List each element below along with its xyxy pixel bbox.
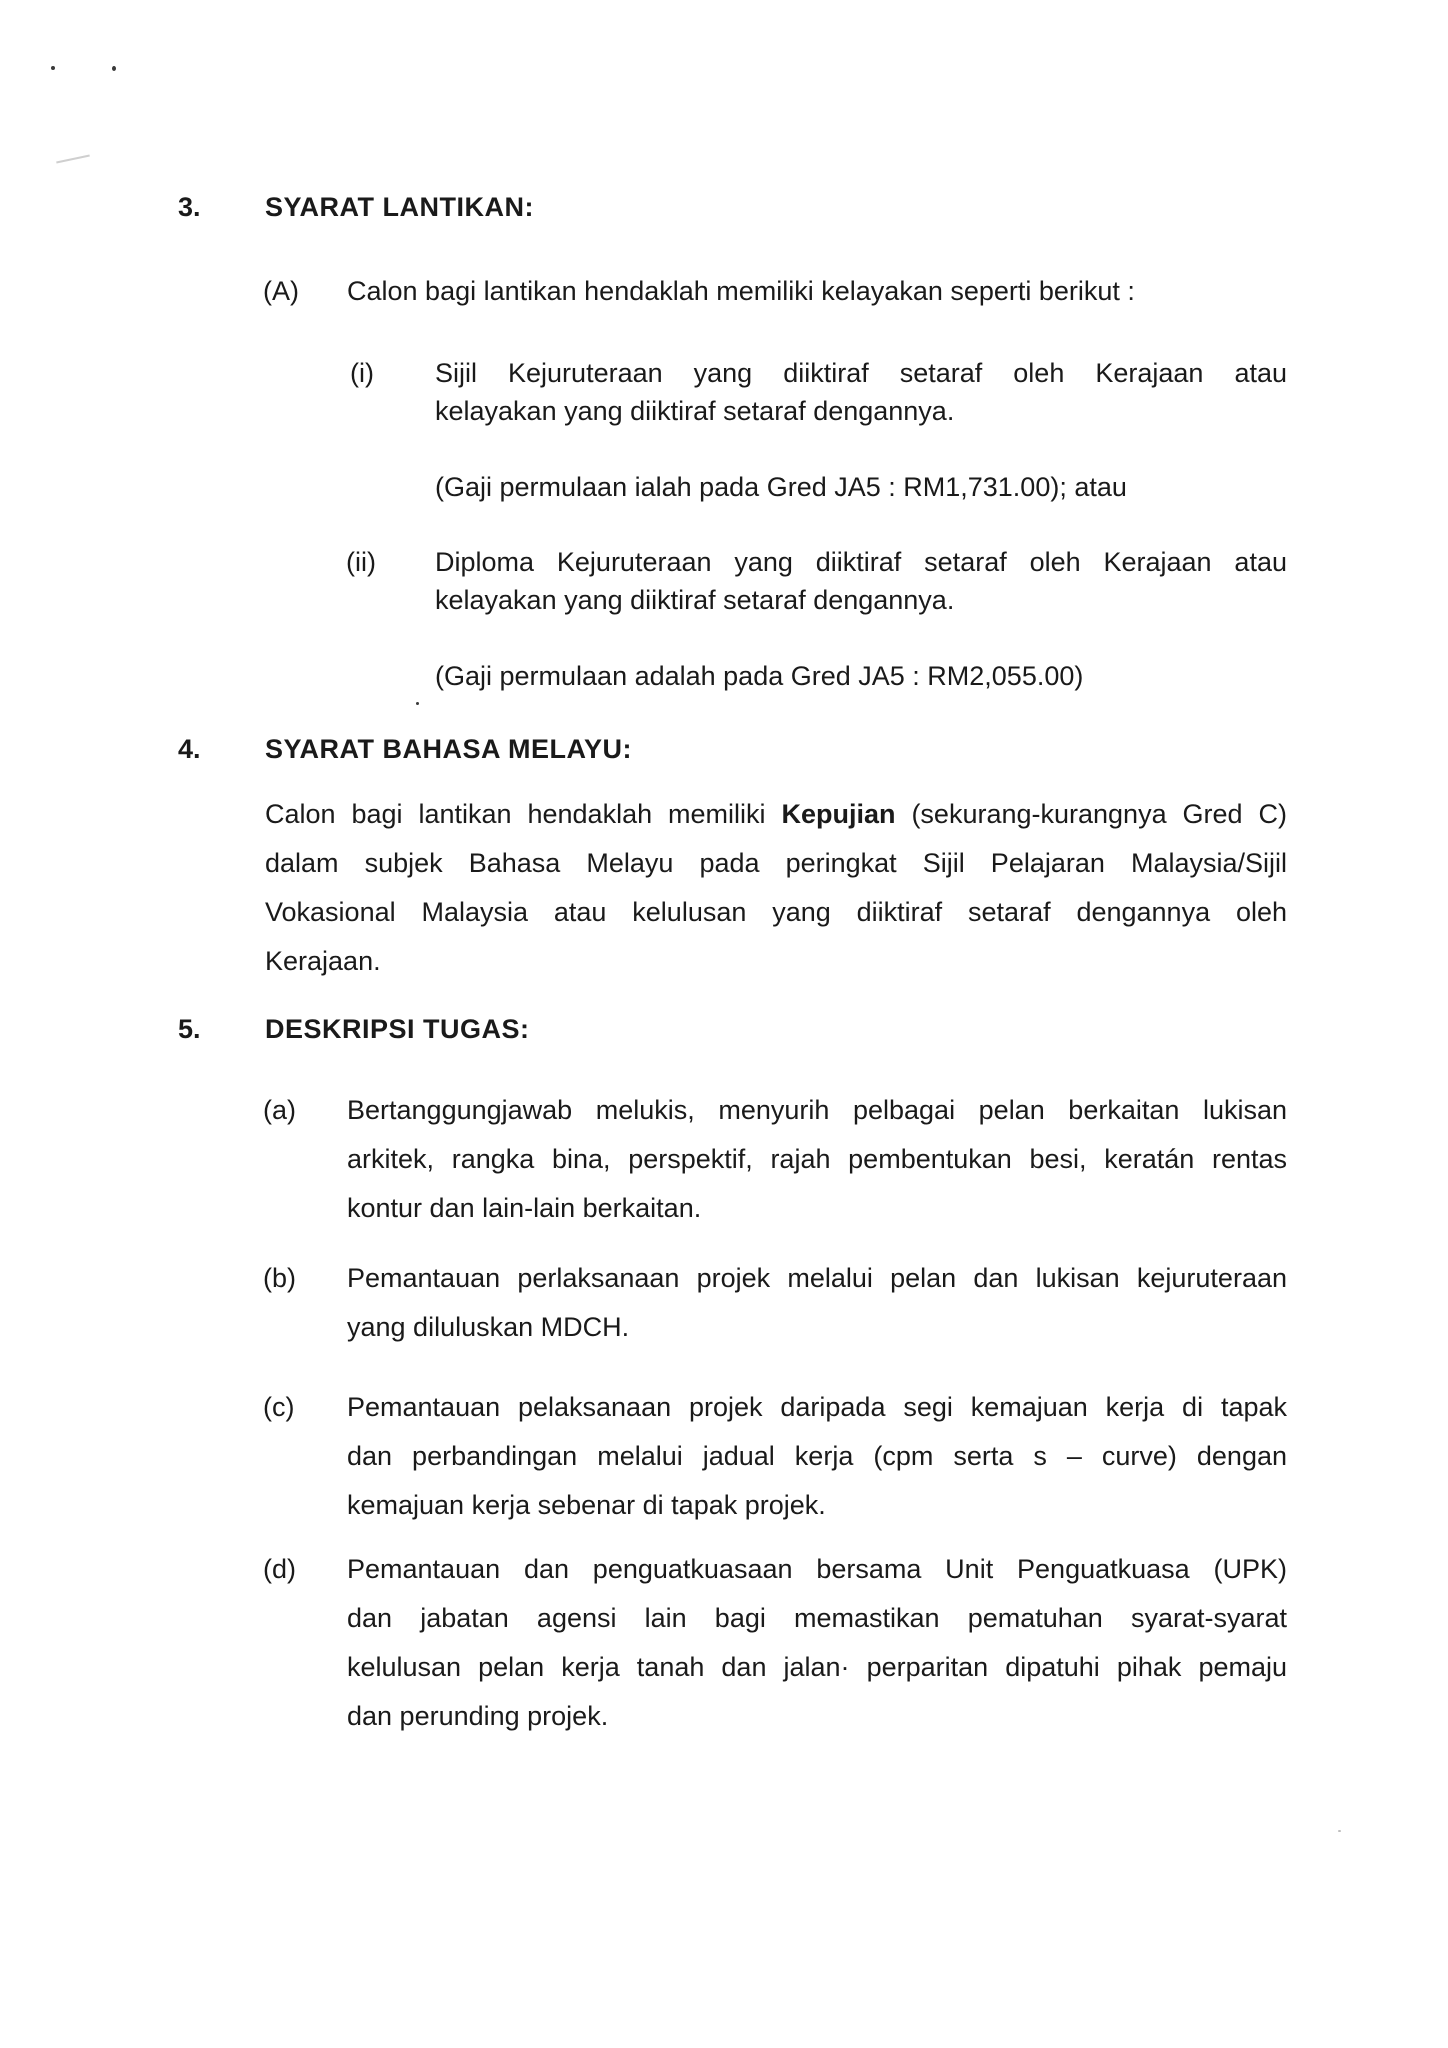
scan-speck: [51, 66, 55, 70]
duty-d-line: dan jabatan agensi lain bagi memastikan pematuhan syarat-syarat: [347, 1603, 1287, 1633]
scan-speck: [112, 66, 116, 71]
section-3-number: 3.: [178, 192, 201, 222]
section-3-title: SYARAT LANTIKAN:: [265, 192, 534, 222]
section-4-para-line3: Vokasional Malaysia atau kelulusan yang diiktiraf setaraf dengannya oleh: [265, 897, 1287, 927]
item-i-label: (i): [350, 358, 374, 388]
duty-c-label: (c): [263, 1392, 295, 1422]
duty-d-label: (d): [263, 1554, 296, 1584]
duty-d-text: [347, 1545, 1287, 1741]
duty-b-line: yang diluluskan MDCH.: [347, 1312, 630, 1342]
section-4-para-line4: Kerajaan.: [265, 946, 381, 976]
para-line1-start: Calon bagi lantikan hendaklah memiliki: [265, 799, 782, 829]
section-5-number: 5.: [178, 1014, 201, 1044]
scan-speck: [1338, 1830, 1341, 1832]
duty-a-line: arkitek, rangka bina, perspektif, rajah pembentukan besi, keratán rentas: [347, 1144, 1287, 1174]
scan-smudge: [56, 154, 90, 163]
part-a-text: Calon bagi lantikan hendaklah memiliki kelayakan seperti berikut :: [347, 276, 1135, 306]
item-ii-line1: Diploma Kejuruteraan yang diiktiraf setaraf oleh Kerajaan atau: [435, 547, 1287, 577]
duty-d-line: kelulusan pelan kerja tanah dan jalan· perparitan dipatuhi pihak pemaju: [347, 1652, 1287, 1682]
item-i-line1: Sijil Kejuruteraan yang diiktiraf setaraf oleh Kerajaan atau: [435, 358, 1287, 388]
para-line1-end: (sekurang-kurangnya Gred C): [895, 799, 1287, 829]
section-4-number: 4.: [178, 734, 201, 764]
duty-c-text: [347, 1383, 1287, 1530]
duty-a-line: kontur dan lain-lain berkaitan.: [347, 1193, 702, 1223]
scan-speck: [416, 702, 419, 705]
duty-b-line: Pemantauan perlaksanaan projek melalui pelan dan lukisan kejuruteraan: [347, 1263, 1287, 1293]
section-5-title: DESKRIPSI TUGAS:: [265, 1014, 530, 1044]
section-4-para-line1: [265, 790, 1287, 839]
duty-a-label: (a): [263, 1095, 296, 1125]
duty-c-line: Pemantauan pelaksanaan projek daripada segi kemajuan kerja di tapak: [347, 1392, 1287, 1422]
item-ii-salary: (Gaji permulaan adalah pada Gred JA5 : RM2,055.00): [435, 661, 1084, 691]
duty-c-line: kemajuan kerja sebenar di tapak projek.: [347, 1490, 826, 1520]
section-4-para-line2: dalam subjek Bahasa Melayu pada peringkat Sijil Pelajaran Malaysia/Sijil: [265, 848, 1287, 878]
duty-d-line: dan perunding projek.: [347, 1701, 609, 1731]
part-a-label: (A): [263, 276, 299, 306]
item-ii-line2: kelayakan yang diiktiraf setaraf dengannya.: [435, 585, 955, 615]
item-i-salary: (Gaji permulaan ialah pada Gred JA5 : RM1,731.00); atau: [435, 472, 1127, 502]
section-4-title: SYARAT BAHASA MELAYU:: [265, 734, 633, 764]
section-4-paragraph: [265, 790, 1287, 986]
item-ii-label: (ii): [346, 547, 376, 577]
duty-a-text: [347, 1086, 1287, 1233]
duty-d-line: Pemantauan dan penguatkuasaan bersama Unit Penguatkuasa (UPK): [347, 1554, 1287, 1584]
duty-b-label: (b): [263, 1263, 296, 1293]
duty-c-line: dan perbandingan melalui jadual kerja (cpm serta s – curve) dengan: [347, 1441, 1287, 1471]
duty-b-text: [347, 1254, 1287, 1352]
item-i-line2: kelayakan yang diiktiraf setaraf dengannya.: [435, 396, 955, 426]
kepujian-bold: Kepujian: [781, 799, 896, 829]
duty-a-line: Bertanggungjawab melukis, menyurih pelbagai pelan berkaitan lukisan: [347, 1095, 1287, 1125]
